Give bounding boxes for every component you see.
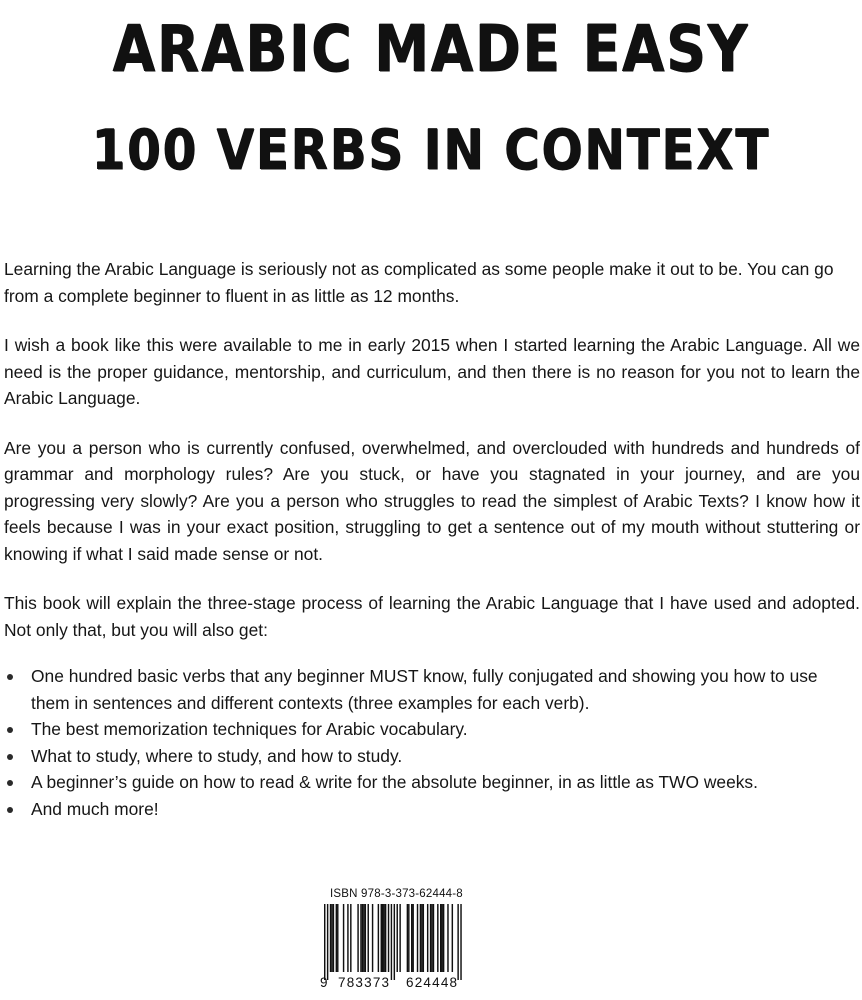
barcode-bar — [457, 904, 458, 980]
barcode-bar — [431, 904, 432, 972]
barcode-bar — [447, 904, 448, 972]
list-item-text: A beginner’s guide on how to read & write for the absolute beginner, in as little as TWO weeks. — [31, 772, 758, 792]
barcode-bar — [343, 904, 344, 972]
barcode-bar — [460, 904, 461, 980]
barcode-bar — [441, 904, 442, 972]
barcode-bar — [383, 904, 384, 972]
bullet-icon — [7, 674, 13, 680]
barcode-bar — [394, 904, 395, 980]
book-subtitle: 100 VERBS IN CONTEXT — [91, 118, 771, 182]
barcode-bar — [357, 904, 358, 972]
bullet-icon — [7, 780, 13, 786]
barcode-bar — [412, 904, 413, 972]
barcode-bar — [440, 904, 441, 972]
isbn-label: ISBN 978-3-373-62444-8 — [330, 888, 463, 900]
barcode-bar — [327, 904, 328, 980]
barcode-bar — [360, 904, 361, 972]
list-item-text: The best memorization techniques for Arabic vocabulary. — [31, 719, 468, 739]
list-item — [4, 743, 860, 770]
barcode-bar — [363, 904, 364, 972]
bullet-icon — [7, 754, 13, 760]
barcode-bar — [378, 904, 379, 972]
barcode-bar — [330, 904, 331, 972]
barcode-bar — [368, 904, 369, 972]
barcode-bar — [337, 904, 338, 972]
bullet-icon — [7, 727, 13, 733]
paragraph-intro: Learning the Arabic Language is seriously not as complicated as some people make it out to be. You can go from a complete beginner to fluent in as little as 12 months. — [4, 259, 834, 306]
barcode-bar — [399, 904, 400, 972]
barcode-bar — [365, 904, 366, 972]
barcode-bar — [411, 904, 412, 972]
barcode-bar — [381, 904, 382, 972]
book-title: ARABIC MADE EASY — [112, 13, 750, 87]
paragraph-book-explains: This book will explain the three-stage process of learning the Arabic Language that I have used and adopted. Not only that, but you will also get: — [4, 593, 860, 640]
bullet-icon — [7, 807, 13, 813]
barcode-bar — [421, 904, 422, 972]
barcode-bar — [347, 904, 348, 972]
barcode-bar — [385, 904, 386, 972]
barcode-bar — [372, 904, 373, 972]
barcode-bar — [407, 904, 408, 972]
list-item-text: What to study, where to study, and how to study. — [31, 745, 403, 766]
back-cover-text — [4, 256, 860, 822]
barcode-bar — [430, 904, 431, 972]
barcode-left-digits: 783373 — [338, 975, 391, 990]
barcode-first-digit: 9 — [320, 975, 329, 990]
barcode-bar — [437, 904, 438, 972]
barcode-bar — [420, 904, 421, 972]
barcode-bar — [433, 904, 434, 972]
barcode-bar — [388, 904, 389, 972]
list-item — [4, 716, 860, 743]
barcode-bar — [324, 904, 325, 980]
list-item — [4, 663, 860, 716]
barcode-bar — [417, 904, 418, 972]
barcode-bar — [382, 904, 383, 972]
barcode-right-digits: 624448 — [406, 975, 459, 990]
list-item — [4, 769, 860, 796]
barcode-bar — [391, 904, 392, 980]
paragraph-questions: Are you a person who is currently confused, overwhelmed, and overclouded with hundreds and hundreds of grammar and morphology rules? Are you stuck, or have you stagnated in your journey, and are you progressing very slowly? Are you a person who struggles to read the simplest of Arabic Texts? I know how it feels because I was in your exact position, struggling to get a sentence out of my mouth without stuttering or knowing if what I said made sense or not. — [4, 437, 860, 564]
barcode-bar — [331, 904, 332, 972]
paragraph-wish: I wish a book like this were available to me in early 2015 when I started learning the Arabic Language. All we need is the proper guidance, mentorship, and curriculum, and then there is no reason for you not to learn the Arabic Language. — [4, 335, 860, 408]
barcode-bar — [427, 904, 428, 972]
list-item-text: One hundred basic verbs that any beginner MUST know, fully conjugated and showing you how to use them in sentences and different contexts (three examples for each verb). — [31, 666, 818, 713]
list-item-text: And much more! — [31, 798, 159, 819]
benefits-list — [4, 663, 860, 822]
barcode-bar — [408, 904, 409, 972]
barcode-bar — [336, 904, 337, 972]
barcode-bar — [333, 904, 334, 972]
list-item — [4, 796, 860, 823]
barcode-bar — [443, 904, 444, 972]
barcode-bar — [397, 904, 398, 972]
barcode-bar — [350, 904, 351, 972]
barcode-bar — [423, 904, 424, 972]
barcode-digits — [312, 972, 472, 1000]
barcode-icon — [312, 904, 472, 982]
barcode-bar — [452, 904, 453, 972]
barcode-bar — [362, 904, 363, 972]
